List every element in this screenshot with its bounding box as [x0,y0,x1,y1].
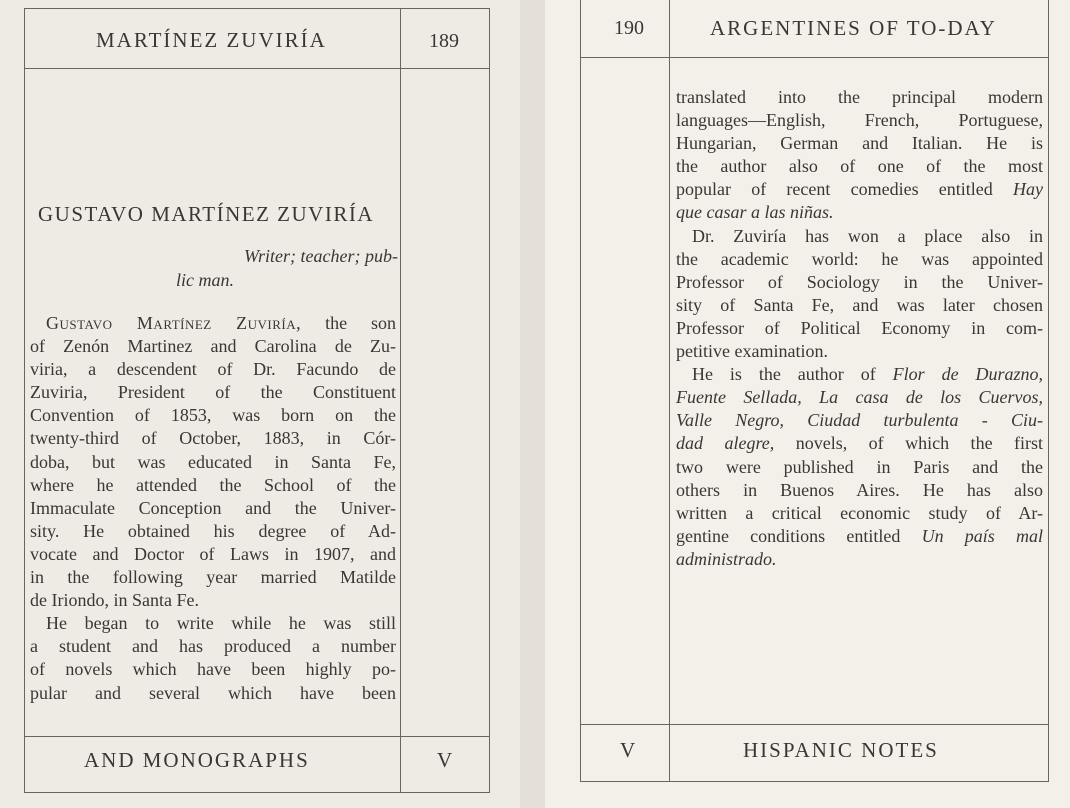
text-line: Zuviria, President of the Constituent [30,382,396,403]
italic-title: que casar a las niñas. [676,202,834,223]
text-line: two were published in Paris and the [676,456,1043,477]
page-number: 190 [614,17,644,39]
text-line: sity of Santa Fe, and was later chosen [676,294,1043,315]
text-line: translated into the principal modern [676,87,1043,107]
italic-title: administrado. [676,548,777,569]
text-line: Professor of Political Economy in com- [676,317,1043,338]
entry-body-continued [676,86,1043,571]
text-line: He is the author of Flor de Durazno, [692,364,1044,385]
italic-title: Un país mal [921,525,1043,546]
italic-title: Hay [1013,179,1043,200]
text-line: in the following year married Matilde [30,567,396,588]
text-line: a student and has produced a number [30,636,396,657]
subtitle-line: Writer; teacher; pub- [244,246,398,266]
text-line: Dr. Zuviría has won a place also in [692,225,1043,246]
text-line: Hungarian, German and Italian. He is [676,133,1043,154]
column-divider [669,0,670,781]
footer-rule [24,736,489,737]
running-head: MARTÍNEZ ZUVIRÍA [96,28,327,52]
text-line: He began to write while he was still [46,613,396,634]
text-line: doba, but was educated in Santa Fe, [30,451,396,472]
header-rule [24,68,489,69]
italic-title: Valle Negro, Ciudad turbulenta - Ciu- [676,410,1043,431]
entry-subtitle [176,244,398,292]
page-number: 189 [429,30,459,52]
text-line: languages—English, French, Portuguese, [676,110,1043,131]
text-line: of Zenón Martinez and Carolina de Zu- [30,336,396,357]
text-line: Immaculate Conception and the Univer- [30,497,396,518]
text-line: the academic world: he was appointed [676,248,1043,269]
text-line [676,548,1043,571]
text-line: others in Buenos Aires. He has also [676,479,1043,500]
footer-series: AND MONOGRAPHS [84,748,310,772]
header-rule [580,57,1048,58]
italic-title: Fuente Sellada, La casa de los Cuervos, [676,387,1043,408]
text-line: written a critical economic study of Ar- [676,502,1043,523]
footer-rule [580,724,1048,725]
left-page [0,0,520,808]
book-gutter [520,0,545,808]
text-line: viria, a descendent of Dr. Facundo de [30,359,396,380]
italic-title: Flor de Durazno, [892,364,1044,385]
italic-title: dad alegre, [676,433,775,454]
column-divider [400,8,401,792]
text-line: of novels which have been highly po- [30,659,396,680]
entry-title: GUSTAVO MARTÍNEZ ZUVIRÍA [38,202,374,226]
text-line: petitive examination. [676,341,828,362]
text-line: dad alegre, novels, of which the first [676,433,1043,454]
footer-volume: V [437,748,455,772]
text-line [676,386,1043,409]
text-line: where he attended the School of the [30,474,396,495]
text-line: de Iriondo, in Santa Fe. [30,590,199,611]
lead-name: Gustavo Martínez Zuviría, [46,313,302,333]
text-line: gentine conditions entitled Un país mal [676,525,1043,546]
text-line [676,409,1043,432]
footer-volume: V [620,738,638,762]
text-line [676,201,1043,224]
text-line: popular of recent comedies entitled Hay [676,179,1043,200]
text-line: the author also of one of the most [676,156,1043,177]
text-line: Professor of Sociology in the Univer- [676,271,1043,292]
footer-series: HISPANIC NOTES [743,738,939,762]
text-line: vocate and Doctor of Laws in 1907, and [30,543,396,564]
entry-body [30,312,396,705]
text-line: twenty-third of October, 1883, in Cór- [30,428,396,449]
text-line: sity. He obtained his degree of Ad- [30,520,396,541]
text-line: Convention of 1853, was born on the [30,405,396,426]
subtitle-line: lic man. [176,270,234,290]
running-head: ARGENTINES OF TO-DAY [710,16,997,40]
text-line: Gustavo Martínez Zuviría, the son [46,313,396,333]
text-line: pular and several which have been [30,682,396,703]
